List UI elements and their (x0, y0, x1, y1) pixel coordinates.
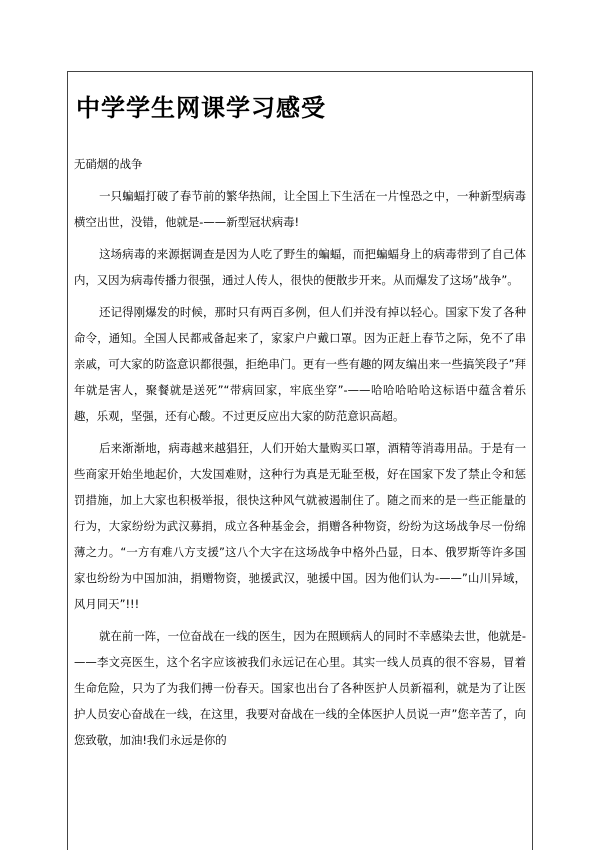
article-body (74, 151, 526, 759)
paragraph: 这场病毒的来源据调查是因为人吃了野生的蝙蝠，而把蝙蝠身上的病毒带到了自己体内，又因为病毒传播力很强，通过人传人，很快的便散步开来。从而爆发了这场”战争”。 (74, 247, 526, 287)
page-frame (67, 71, 533, 850)
paragraph: 一只蝙蝠打破了春节前的繁华热闹，让全国上下生活在一片惶恐之中，一种新型病毒横空出世，没错，他就是-——新型冠状病毒! (74, 189, 526, 229)
article-subtitle: 无硝烟的战争 (74, 157, 143, 171)
paragraph: 还记得刚爆发的时候，那时只有两百多例，但人们并没有掉以轻心。国家下发了各种命令，通知。全国人民都戒备起来了，家家户户戴口罩。因为正赶上春节之际，免不了串亲戚，可大家的防盗意识都很强，拒绝串门。更有一些有趣的网友编出来一些搞笑段子”拜年就是害人，聚餐就是送死”“带病回家，牢底坐穿”-——哈哈哈哈哈这标语中蕴含着乐趣，乐观，坚强，还有心酸。不过更反应出大家的防范意识高超。 (74, 305, 526, 423)
page-title: 中学学生网课学习感受 (76, 94, 326, 122)
paragraph: 后来渐渐地，病毒越来越猖狂，人们开始大量购买口罩，酒精等消毒用品。于是有一些商家开始坐地起价，大发国难财，这种行为真是无耻至极，好在国家下发了禁止令和惩罚措施，加上大家也积极举报，很快这种风气就被遏制住了。随之而来的是一些正能量的行为，大家纷纷为武汉募捐，成立各种基金会，捐赠各种物资，纷纷为这场战争尽一份绵薄之力。“一方有难八方支援”这八个大字在这场战争中格外凸显，日本、俄罗斯等许多国家也纷纷为中国加油，捐赠物资，驰援武汉，驰援中国。因为他们认为-——”山川异域，风月同天”!!! (74, 441, 526, 611)
paragraph: 就在前一阵，一位奋战在一线的医生，因为在照顾病人的同时不幸感染去世，他就是-——李文亮医生，这个名字应该被我们永远记在心里。其实一线人员真的很不容易，冒着生命危险，只为了为我们搏一份春天。国家也出台了各种医护人员新福利，就是为了让医护人员安心奋战在一线，在这里，我要对奋战在一线的全体医护人员说一声”您辛苦了，向您致敬，加油!我们永远是你的 (74, 629, 526, 747)
